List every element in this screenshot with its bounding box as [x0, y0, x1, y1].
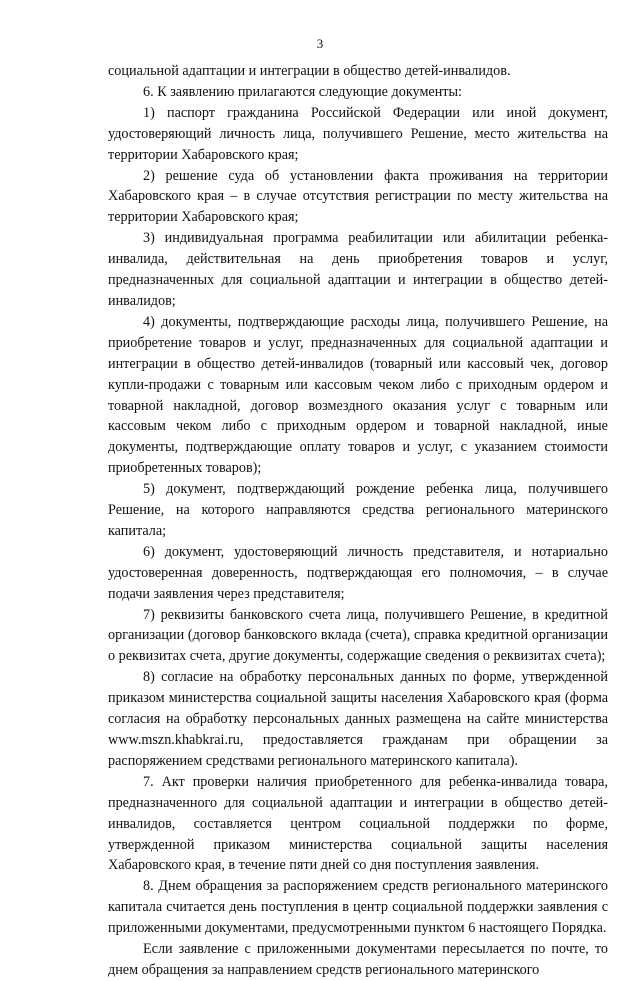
paragraph-subitem-7: 7) реквизиты банковского счета лица, получившего Решение, в кредитной организации (договор банковского вклада (счета), справка кредитной организации о реквизитах счета, другие документы, содержащие сведения о реквизитах счета); [108, 606, 608, 665]
paragraph-postal-submission: Если заявление с приложенными документами пересылается по почте, то днем обращения за направлением средств регионального материнского [108, 941, 608, 978]
paragraph-subitem-4: 4) документы, подтверждающие расходы лица, получившего Решение, на приобретение товаров и услуг, предназначенных для социальной адаптации и интеграции в общество детей-инвалидов (товарный или кассовый чек, договор купли-продажи с товарным или кассовым чеком либо с приходным ордером и товарной накладной, договор возмездного оказания услуг с товарным или кассовым чеком либо с приходным ордером и товарной накладной, иные документы, подтверждающие оплату товаров и услуг, с указанием стоимости приобретенных товаров); [108, 313, 608, 477]
paragraph-continuation: социальной адаптации и интеграции в общество детей-инвалидов. [108, 63, 511, 79]
paragraph-subitem-5: 5) документ, подтверждающий рождение ребенка лица, получившего Решение, на которого направляются средства регионального материнского капитала; [108, 481, 608, 539]
paragraph-subitem-1: 1) паспорт гражданина Российской Федерации или иной документ, удостоверяющий личность лица, получившего Решение, место жительства на территории Хабаровского края; [108, 104, 608, 163]
paragraph-item-7: 7. Акт проверки наличия приобретенного для ребенка-инвалида товара, предназначенного для социальной адаптации и интеграции в общество детей-инвалидов, составляется центром социальной поддержки по форме, утвержденной приказом министерства социальной защиты населения Хабаровского края, в течение пяти дней со дня поступления заявления. [108, 773, 608, 874]
paragraph-subitem-3: 3) индивидуальная программа реабилитации или абилитации ребенка-инвалида, действительная на день приобретения товаров и услуг, предназначенных для социальной адаптации и интеграции в общество детей-инвалидов; [108, 230, 608, 309]
paragraph-subitem-6: 6) документ, удостоверяющий личность представителя, и нотариально удостоверенная доверенность, подтверждающая его полномочия, – в случае подачи заявления через представителя; [108, 543, 608, 602]
paragraph-item-8: 8. Днем обращения за распоряжением средств регионального материнского капитала считается день поступления в центр социальной поддержки заявления с приложенными документами, предусмотренными пунктом 6 настоящего Порядка. [108, 878, 608, 937]
page-number: 3 [316, 36, 324, 51]
paragraph-subitem-2: 2) решение суда об установлении факта проживания на территории Хабаровского края – в случае отсутствия регистрации по месту жительства на территории Хабаровского края; [108, 167, 608, 226]
paragraph-item-6-heading: 6. К заявлению прилагаются следующие документы: [143, 83, 462, 100]
document-body [108, 61, 608, 981]
paragraph-subitem-8: 8) согласие на обработку персональных данных по форме, утвержденной приказом министерства социальной защиты населения Хабаровского края (форма согласия на обработку персональных данных размещена на сайте министерства www.mszn.khabkrai.ru, предоставляется гражданам при обращении за распоряжением средствами регионального материнского капитала). [108, 669, 608, 769]
